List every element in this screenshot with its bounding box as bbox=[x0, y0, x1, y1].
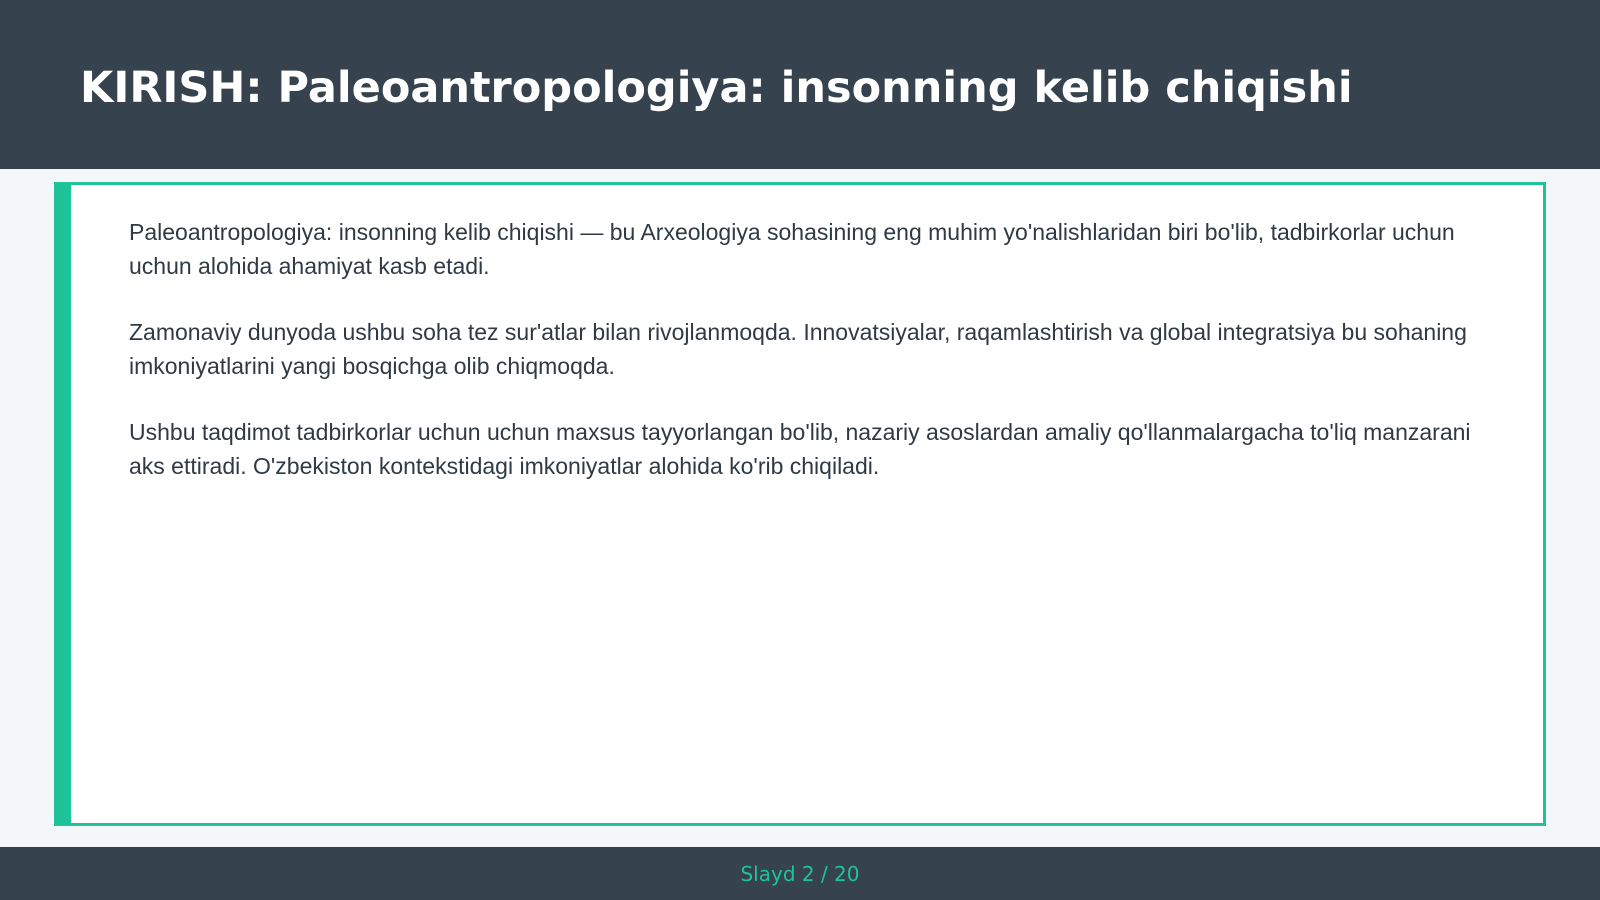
body-text bbox=[129, 215, 1509, 515]
paragraph-presentation-scope: Ushbu taqdimot tadbirkorlar uchun uchun maxsus tayyorlangan bo'lib, nazariy asoslardan amaliy qo'llanmalargacha to'liq manzarani aks ettiradi. O'zbekiston kontekstidagi imkoniyatlar alohida ko'rib chiqiladi. bbox=[129, 419, 1471, 479]
slide-counter: Slayd 2 / 20 bbox=[740, 862, 860, 886]
paragraph-modern-world: Zamonaviy dunyoda ushbu soha tez sur'atlar bilan rivojlanmoqda. Innovatsiyalar, raqamlashtirish va global integratsiya bu sohaning imkoniyatlarini yangi bosqichga olib chiqmoqda. bbox=[129, 319, 1467, 379]
content-card bbox=[54, 182, 1546, 826]
slide-footer bbox=[0, 847, 1600, 900]
paragraph-intro: Paleoantropologiya: insonning kelib chiqishi — bu Arxeologiya sohasining eng muhim yo'nalishlaridan biri bo'lib, tadbirkorlar uchun uchun alohida ahamiyat kasb etadi. bbox=[129, 219, 1455, 279]
slide-title: KIRISH: Paleoantropologiya: insonning kelib chiqishi bbox=[80, 63, 1353, 113]
slide-header bbox=[0, 0, 1600, 169]
